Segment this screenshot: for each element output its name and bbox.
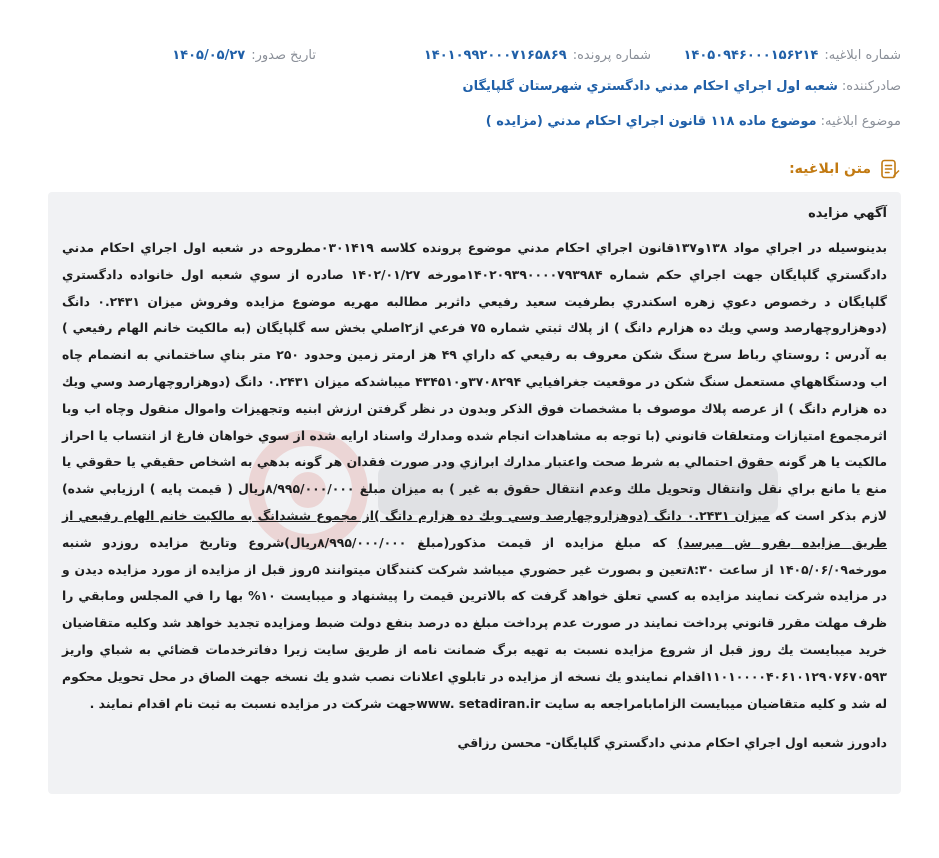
issue-date (172, 48, 316, 63)
notice-number (683, 48, 901, 63)
notice-body (62, 235, 887, 717)
document-text-icon (879, 158, 901, 180)
file-number-value: ۱۴۰۱۰۹۹۲۰۰۰۷۱۶۵۸۶۹ (423, 47, 567, 63)
notice-meta-row (38, 44, 901, 66)
notice-signature: دادورز شعبه اول اجراي احكام مدني دادگستري گلپايگان- محسن رزاقي (457, 735, 887, 751)
issuer-line (38, 79, 901, 94)
file-number (424, 48, 651, 63)
issue-date-value: ۱۴۰۵/۰۵/۲۷ (172, 47, 246, 63)
notice-number-label: شماره ابلاغیه: (824, 47, 901, 63)
notice-heading: آگهي مزايده (808, 206, 887, 221)
issue-date-label: تاریخ صدور: (251, 47, 316, 63)
notice-text-header (789, 158, 901, 180)
notice-number-value: ۱۴۰۵۰۹۴۶۰۰۰۱۵۶۲۱۴ (683, 47, 819, 63)
subject-value: موضوع ماده ۱۱۸ قانون اجراي احكام مدني (مزايده ) (485, 114, 817, 129)
subject-label: موضوع ابلاغیه: (820, 114, 901, 129)
notice-body-part2: كه مبلغ مزايده از قيمت مذكور(مبلغ ۸/۹۹۵/۰۰۰/۰۰۰ريال)شروع وتاريخ مزايده روزدو شنبه مورخه۱۴۰۵/۰۶/۰۹ از ساعت ۸:۳۰تعين و بصورت غير حضوري ميباشد شركت كنندگان ميتوانند ۵روز قبل از مزايده از مورد مزايده ديدن و در مزايده شركت نمايند مزايده به كسي تعلق خواهد گرفت كه بالاترين قيمت را پيشنهاد و ميبايست ۱۰% بها را في المجلس ومابقي را ظرف مهلت مقرر قانوني پرداخت نمايند در صورت عدم پرداخت مبلغ ده درصد بنفع دولت ضبط ومزايده تجديد خواهد شد وكليه متقاضيان خريد ميبايست يك روز قبل از شروع مزايده نسبت به تهيه برگ ضمانت نامه از طريق سايت زيرا دفاترخدمات قضائي به شباي واريز ۱۱۰۱۰۰۰۰۴۰۶۱۰۱۲۹۰۷۶۷۰۵۹۳اقدام نمايندو يك نسخه از مزايده در تابلوي اعلانات نصب شدو يك نسخه جهت الصاق در محل تحويل محكوم له شد و كليه متقاضيان ميبايست الزامابامراجعه به سايت www. setadiran.irجهت شركت در مزايده نسبت به ثبت نام اقدام نمايند . (62, 534, 887, 711)
notice-body-part1: بدينوسيله در اجراي مواد ۱۳۸و۱۳۷قانون اجراي احكام مدني موضوع پرونده كلاسه ۰۳۰۱۴۱۹مطروحه در شعبه اول اجراي احكام مدني دادگستري گلپايگان جهت اجراي حكم شماره ۱۴۰۲۰۹۳۹۰۰۰۰۷۹۳۹۸۴مورخه ۱۴۰۲/۰۱/۲۷ صادره از سوي شعبه اول خانواده دادگستري گلپايگان د رخصوص دعوي زهره اسكندري بطرفيت سعيد رفيعي داثربر مطالبه مهريه موضوع مزايده وفروش ميزان ۰.۲۴۳۱ دانگ (دوهزاروچهارصد وسي ويك ده هزارم دانگ ) از پلاك ثبتي شماره ۷۵ فرعي از۲اصلي بخش سه گلپايگان (به مالكيت خانم الهام رفيعي ) به آدرس : روستاي رباط سرخ سنگ شكن معروف به رفيعي كه داراي ۴۹ هز ارمتر زمين وحدود ۲۵۰ متر بناي ساختماني به انضمام چاه اب ودستگاههاي مستعمل سنگ شكن در موقعيت جغرافيايي ۳۷۰۸۲۹۴و۴۳۴۵۱۰ ميباشدكه ميزان ۰.۲۴۳۱ دانگ (دوهزاروچهارصد وسي ويك ده هزارم دانگ ) از عرصه پلاك موصوف با مشخصات فوق الذكر وبدون در نظر گرفتن ارزش ابنيه وتجهيزات واموال منقول وچاه اب وبا اثرمجموع امتيازات ومتعلقات قانوني (با توجه به مشاهدات انجام شده ومدارك واسناد ارايه شده از سوي خواهان فارغ از انتساب يا احراز مالكيت يا هر گونه حقوق احتمالي به شرط صحت واعتبار مدارك ابرازي ودر صورت فقدان هر گونه بدهي به اشخاص حقيقي يا حقوقي يا منع يا مانع براي نقل وانتقال وتحويل ملك وعدم انتقال حقوق به غير ) به ميزان مبلغ ۸/۹۹۵/۰۰۰/۰۰۰ريال ( قيمت پايه ) ارزيابي شده) لازم بذكر است كه (62, 240, 888, 523)
notice-text-box (48, 192, 901, 794)
issuer-value: شعبه اول اجراي احكام مدني دادگستري شهرستان گلپايگان (462, 79, 838, 94)
notice-text-title: متن ابلاغیه: (789, 161, 871, 177)
subject-line (38, 114, 901, 129)
file-number-label: شماره پرونده: (572, 47, 651, 63)
notice-body-underlined: ميزان ۰.۲۴۳۱ دانگ (دوهزاروچهارصد وسي ويك ده هزارم دانگ )از مجموع ششدانگ به مالكيت خانم الهام رفيعي از طريق مزايده بفرو ش ميرسد) (62, 507, 888, 550)
issuer-label: صادرکننده: (841, 79, 901, 94)
